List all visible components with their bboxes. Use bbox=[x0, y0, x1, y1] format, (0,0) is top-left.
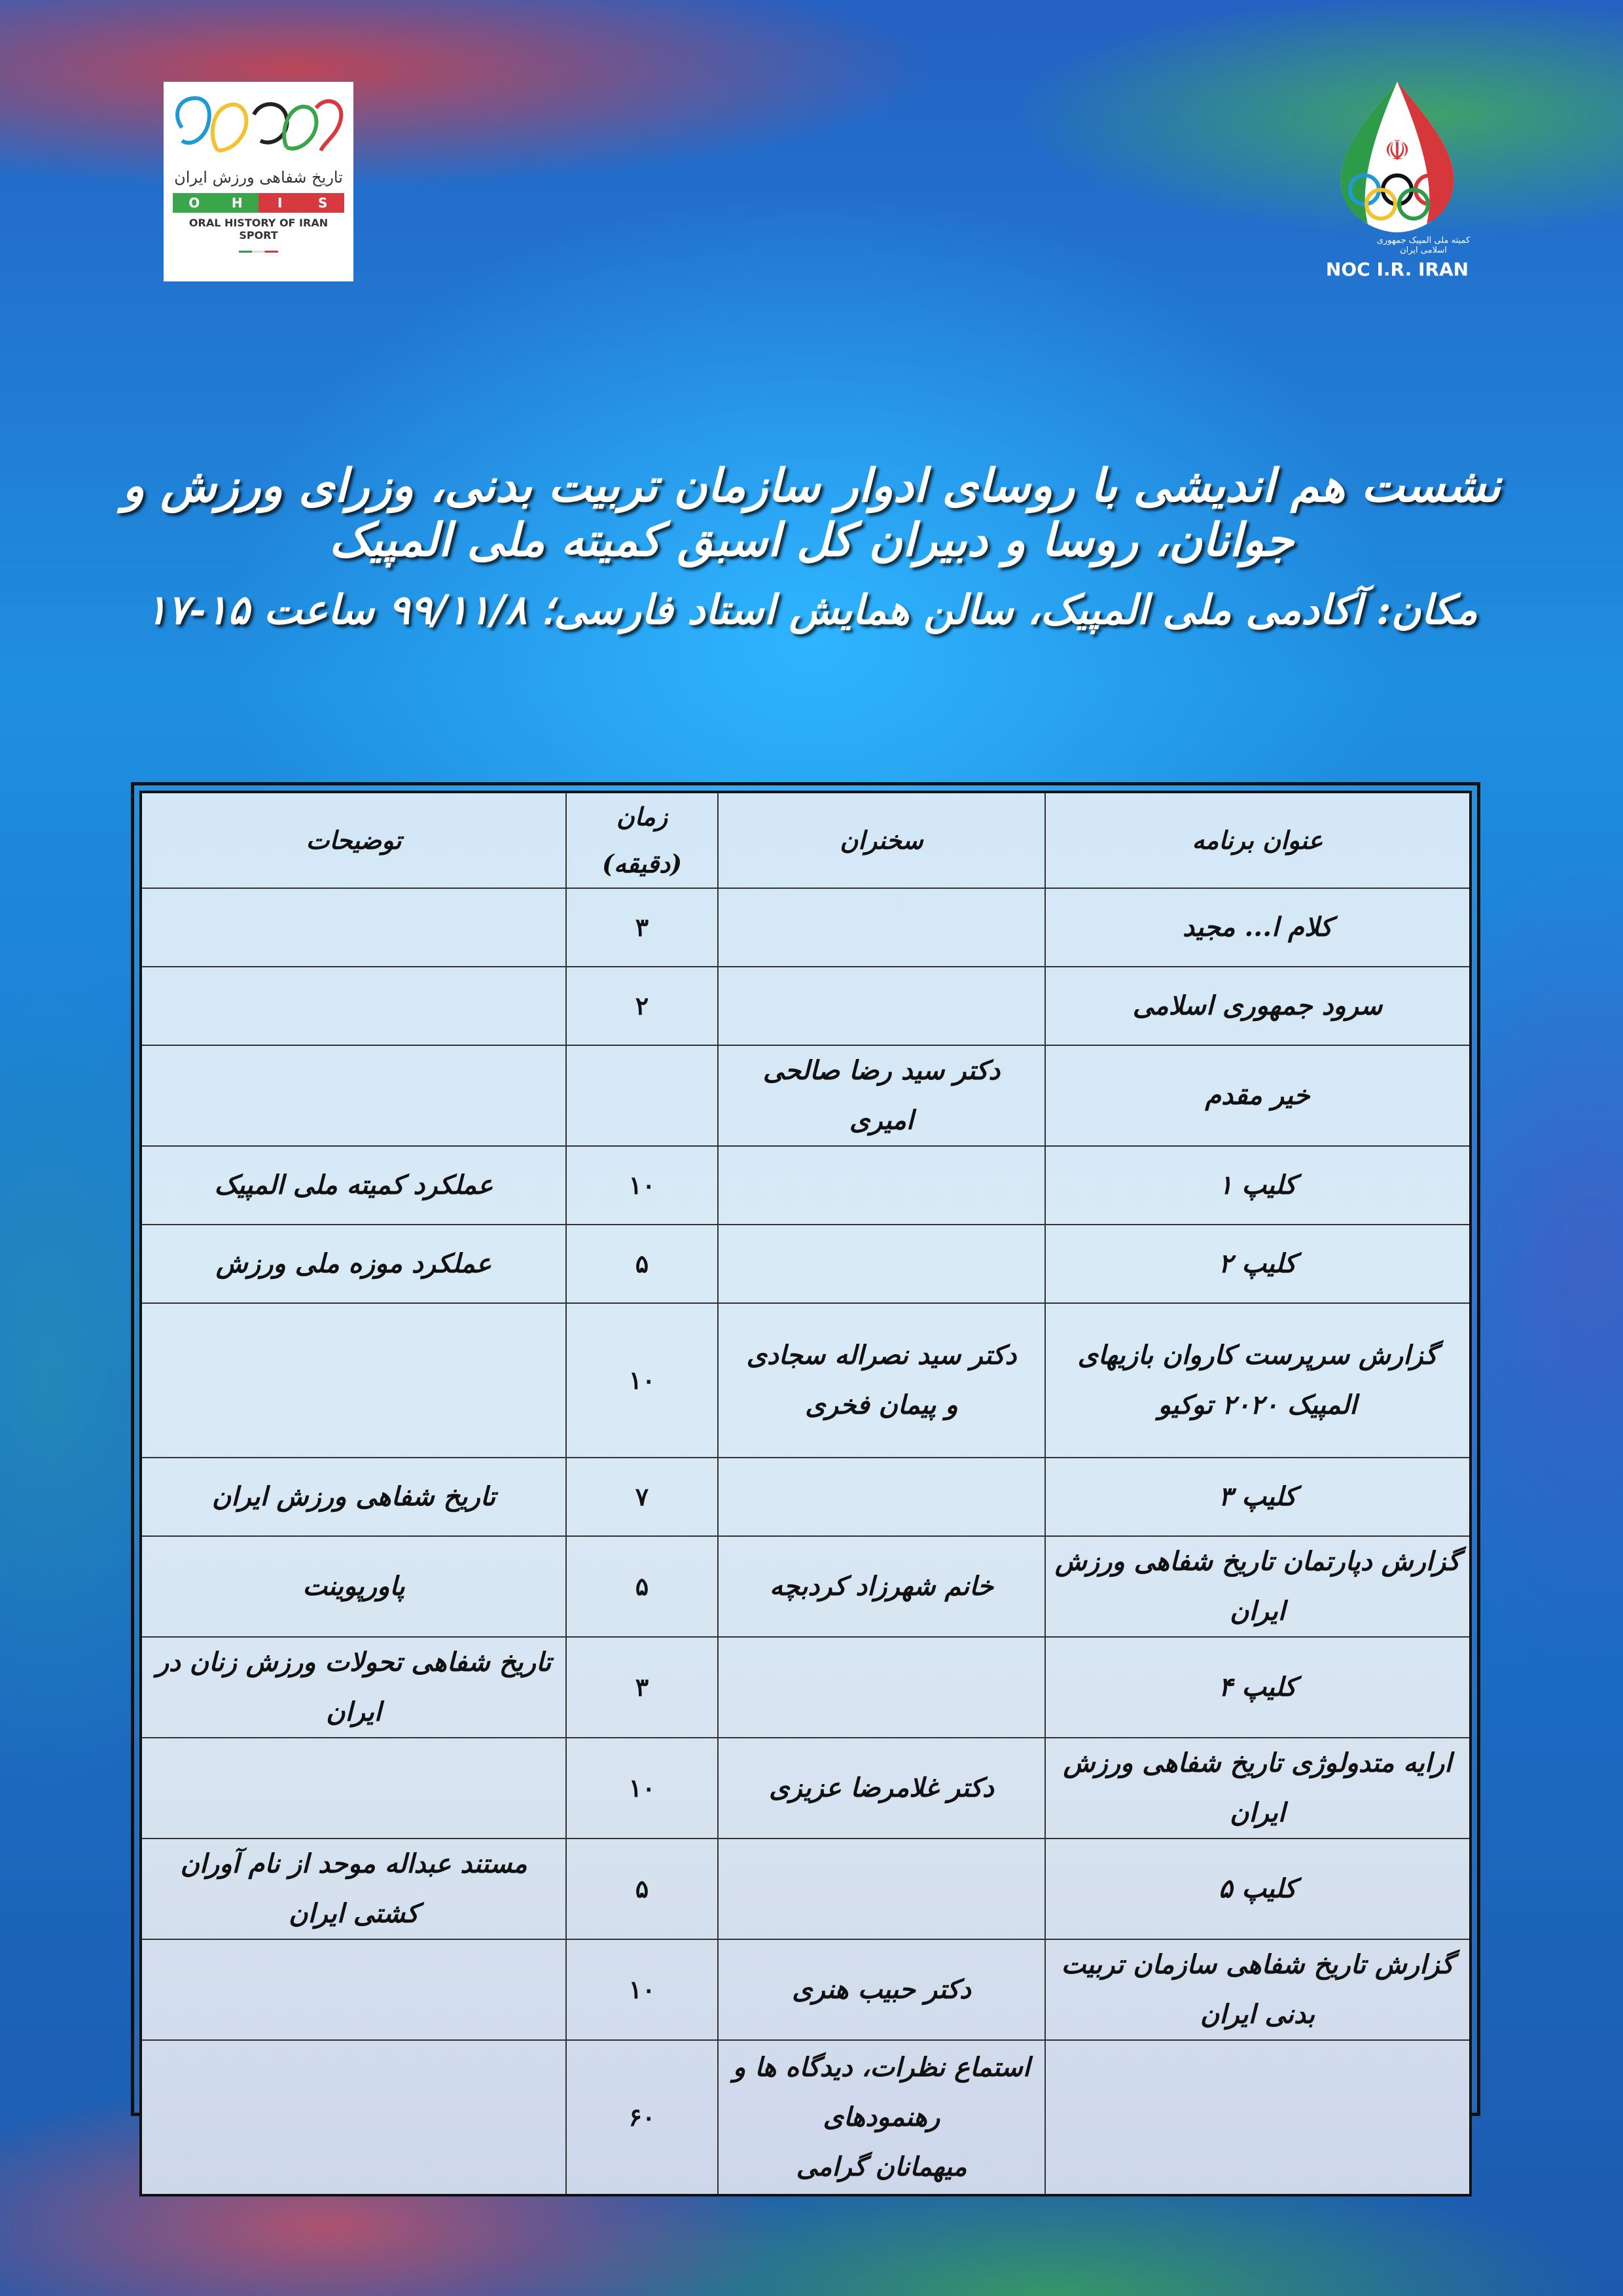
cell-speakers bbox=[718, 888, 1045, 967]
cell-speakers bbox=[718, 1458, 1045, 1536]
ohis-name-fa: تاریخ شفاهی ورزش ایران bbox=[174, 168, 343, 187]
cell-time bbox=[566, 1045, 718, 1146]
speaker-line: خانم شهرزاد کردبچه bbox=[769, 1571, 994, 1602]
speaker-line: استماع نظرات، دیدگاه ها و رهنمودهای bbox=[732, 2052, 1030, 2133]
cell-title: خیر مقدم bbox=[1045, 1045, 1471, 1146]
cell-speakers bbox=[718, 1045, 1045, 1146]
table-row bbox=[141, 1536, 1471, 1637]
cell-title: گزارش تاریخ شفاهی سازمان تربیت بدنی ایران bbox=[1045, 1939, 1471, 2040]
noc-name-fa: کمیته ملی المپیک جمهوری اسلامی ایران bbox=[1376, 236, 1471, 255]
speaker-line: و پیمان فخری bbox=[805, 1390, 958, 1421]
cell-speakers bbox=[718, 1738, 1045, 1839]
cell-title: کلیپ ۵ bbox=[1045, 1839, 1471, 1939]
cell-speakers bbox=[718, 1146, 1045, 1225]
cell-time: ۳ bbox=[566, 888, 718, 967]
table-row bbox=[141, 1939, 1471, 2040]
cell-notes: تاریخ شفاهی ورزش ایران bbox=[141, 1458, 566, 1536]
cell-title: کلیپ ۲ bbox=[1045, 1225, 1471, 1303]
table-row bbox=[141, 967, 1471, 1045]
cell-notes bbox=[141, 1045, 566, 1146]
cell-speakers bbox=[718, 967, 1045, 1045]
table-row bbox=[141, 2040, 1471, 2195]
cell-speakers bbox=[718, 1839, 1045, 1939]
noc-emblem-icon bbox=[1315, 79, 1479, 236]
cell-time: ۱۰ bbox=[566, 1738, 718, 1839]
cell-time: ۶۰ bbox=[566, 2040, 718, 2195]
cell-notes bbox=[141, 1303, 566, 1458]
ohis-flag-bar bbox=[239, 251, 278, 253]
cell-notes: عملکرد کمیته ملی المپیک bbox=[141, 1146, 566, 1225]
cell-notes bbox=[141, 888, 566, 967]
cell-title: گزارش سرپرست کاروان بازیهای المپیک ۲۰۲۰ توکیو bbox=[1045, 1303, 1471, 1458]
ohis-name-en: ORAL HISTORY OF IRAN SPORT bbox=[188, 217, 329, 242]
cell-notes: پاورپوینت bbox=[141, 1536, 566, 1637]
speaker-line: دکتر سید نصراله سجادی bbox=[746, 1340, 1017, 1371]
cell-title: کلیپ ۱ bbox=[1045, 1146, 1471, 1225]
header-speakers: سخنران bbox=[718, 792, 1045, 888]
program-table-frame bbox=[131, 782, 1480, 2183]
speaker-line: دکتر سید رضا صالحی امیری bbox=[762, 1055, 1001, 1136]
table-row bbox=[141, 1045, 1471, 1146]
cell-notes bbox=[141, 1738, 566, 1839]
cell-notes bbox=[141, 1939, 566, 2040]
cell-speakers bbox=[718, 1939, 1045, 2040]
table-row bbox=[141, 1225, 1471, 1303]
table-row bbox=[141, 1839, 1471, 1939]
ohis-letter-h: H bbox=[216, 193, 259, 213]
cell-title: گزارش دپارتمان تاریخ شفاهی ورزش ایران bbox=[1045, 1536, 1471, 1637]
program-table-body bbox=[141, 888, 1471, 2195]
cell-time: ۱۰ bbox=[566, 1146, 718, 1225]
table-row bbox=[141, 1738, 1471, 1839]
cell-title: کلام ا... مجید bbox=[1045, 888, 1471, 967]
table-row bbox=[141, 888, 1471, 967]
olympic-rings-logo-mark bbox=[169, 88, 348, 167]
cell-speakers bbox=[718, 2040, 1045, 2195]
cell-speakers bbox=[718, 1303, 1045, 1458]
cell-notes bbox=[141, 967, 566, 1045]
speaker-line: دکتر حبیب هنری bbox=[792, 1974, 971, 2005]
svg-text:☫: ☫ bbox=[1384, 134, 1410, 168]
cell-title: کلیپ ۴ bbox=[1045, 1637, 1471, 1738]
event-location-time: مکان: آکادمی ملی المپیک، سالن همایش استاد فارسی؛ ۹۹/۱۱/۸ ساعت ۱۵-۱۷ bbox=[145, 586, 1478, 634]
speaker-line: میهمانان گرامی bbox=[796, 2151, 967, 2183]
header-time: زمان (دقیقه) bbox=[566, 792, 718, 888]
ohis-letter-i: I bbox=[259, 193, 302, 213]
ohis-letter-o: O bbox=[173, 193, 216, 213]
cell-title bbox=[1045, 2040, 1471, 2195]
cell-time: ۵ bbox=[566, 1536, 718, 1637]
cell-speakers bbox=[718, 1637, 1045, 1738]
header-notes: توضیحات bbox=[141, 792, 566, 888]
cell-time: ۱۰ bbox=[566, 1939, 718, 2040]
cell-title: کلیپ ۳ bbox=[1045, 1458, 1471, 1536]
cell-speakers bbox=[718, 1225, 1045, 1303]
ohis-logo bbox=[164, 82, 353, 281]
table-row bbox=[141, 1458, 1471, 1536]
cell-title: سرود جمهوری اسلامی bbox=[1045, 967, 1471, 1045]
cell-time: ۵ bbox=[566, 1839, 718, 1939]
ohis-letter-s: S bbox=[302, 193, 345, 213]
cell-time: ۷ bbox=[566, 1458, 718, 1536]
table-row bbox=[141, 1146, 1471, 1225]
cell-notes bbox=[141, 2040, 566, 2195]
table-row bbox=[141, 1637, 1471, 1738]
ohis-letters bbox=[173, 193, 344, 213]
program-table bbox=[139, 791, 1472, 2197]
cell-time: ۲ bbox=[566, 967, 718, 1045]
cell-notes: عملکرد موزه ملی ورزش bbox=[141, 1225, 566, 1303]
table-row bbox=[141, 1303, 1471, 1458]
header-title: عنوان برنامه bbox=[1045, 792, 1471, 888]
cell-notes: مستند عبداله موحد از نام آوران کشتی ایران bbox=[141, 1839, 566, 1939]
cell-speakers bbox=[718, 1536, 1045, 1637]
cell-time: ۵ bbox=[566, 1225, 718, 1303]
cell-time: ۱۰ bbox=[566, 1303, 718, 1458]
cell-notes: تاریخ شفاهی تحولات ورزش زنان در ایران bbox=[141, 1637, 566, 1738]
speaker-line: دکتر غلامرضا عزیزی bbox=[769, 1772, 994, 1804]
noc-name-en: NOC I.R. IRAN bbox=[1325, 259, 1469, 280]
noc-logo bbox=[1315, 79, 1479, 288]
cell-time: ۳ bbox=[566, 1637, 718, 1738]
event-title: نشست هم اندیشی با روسای ادوار سازمان تربیت بدنی، وزرای ورزش و جوانان، روسا و دبیران کل اسبق کمیته ملی المپیک bbox=[122, 458, 1501, 567]
cell-title: ارایه متدولوژی تاریخ شفاهی ورزش ایران bbox=[1045, 1738, 1471, 1839]
table-header-row bbox=[141, 792, 1471, 888]
